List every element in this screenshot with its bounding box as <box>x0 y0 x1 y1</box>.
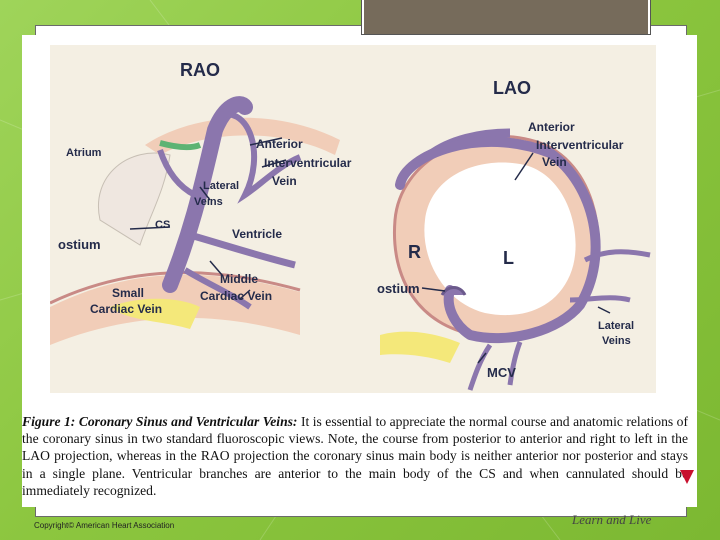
rao-vein-label: Vein <box>272 174 297 188</box>
lao-right-label: R <box>408 242 421 262</box>
copyright-footer: Copyright© American Heart Association <box>34 521 175 530</box>
caption-label: Figure 1: <box>22 414 76 429</box>
rao-ostium-label: ostium <box>58 237 101 252</box>
lao-interventricular-label: Interventricular <box>536 138 624 152</box>
rao-interventricular-label: Interventricular <box>264 156 352 170</box>
rao-ventricle-label: Ventricle <box>232 227 283 241</box>
rao-middle-label: Middle <box>220 272 258 286</box>
coronary-diagram <box>50 45 656 393</box>
rao-title: RAO <box>180 60 220 80</box>
aha-logo-icon <box>680 470 694 484</box>
rao-veins-label: Veins <box>194 196 223 208</box>
caption-title: Coronary Sinus and Ventricular Veins: <box>78 414 298 429</box>
coronary-illustration <box>50 45 656 393</box>
figure-card <box>22 35 697 507</box>
rao-lateral-label: Lateral <box>203 180 240 192</box>
lao-left-label: L <box>503 248 514 268</box>
rao-anterior-label: Anterior <box>256 137 303 151</box>
lao-veins-label: Veins <box>602 335 631 347</box>
lao-title: LAO <box>493 78 531 98</box>
rao-cs-label: CS <box>155 219 171 231</box>
rao-atrium-label: Atrium <box>66 147 102 159</box>
slide-title-tab <box>362 0 650 34</box>
lao-anterior-label: Anterior <box>528 120 575 134</box>
rao-small-label: Small <box>112 286 145 300</box>
lao-mcv-label: MCV <box>487 365 516 380</box>
lao-lateral-label: Lateral <box>598 320 635 332</box>
figure-caption <box>22 413 688 507</box>
lao-ostium-label: ostium <box>377 281 420 296</box>
caption-text: It is essential to appreciate the normal course and anatomic relations of the coronary sinus in two standard fluoroscopic views. Note, the course from posterior to anterior and right to left in the LAO projection, whereas in the RAO projection the coronary sinus main body is neither anterior nor posterior and stays in a single plane. Ventricular branches are anterior to the main body of the CS and when cannulated should be immediately recognized. <box>22 414 688 498</box>
lao-vein-label: Vein <box>542 155 567 169</box>
rao-small-cardiac-vein-label: Cardiac Vein <box>90 302 163 316</box>
aha-logo-text: Learn and Live <box>572 512 652 527</box>
rao-cardiac-vein-label: Cardiac Vein <box>200 289 273 303</box>
